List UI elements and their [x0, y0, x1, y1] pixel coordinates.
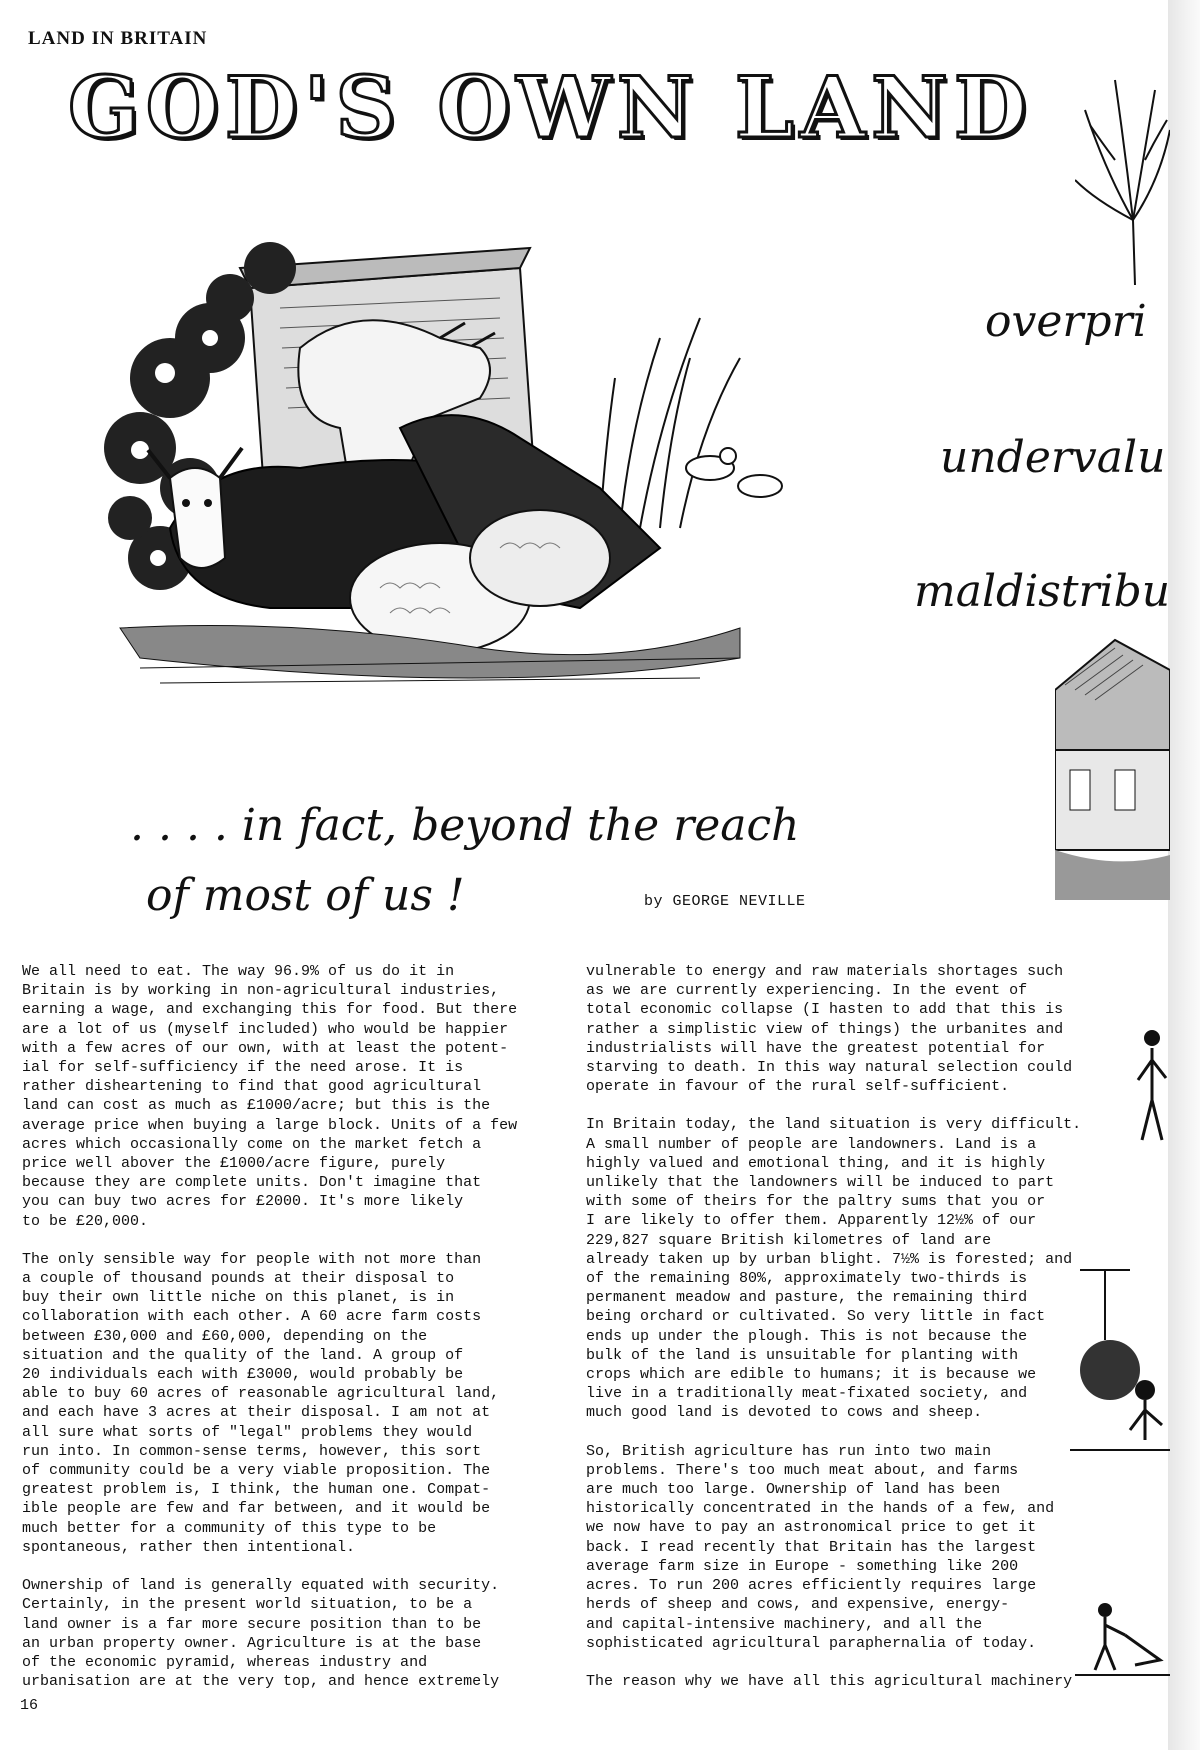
section-label: LAND IN BRITAIN [28, 28, 208, 49]
byline: by GEORGE NEVILLE [644, 893, 806, 910]
side-word-maldistributed: maldistribu [914, 566, 1171, 617]
bare-willow-tree [1075, 70, 1170, 285]
subtitle-line-1: . . . . in fact, beyond the reach [130, 800, 800, 851]
page-number: 16 [20, 1697, 39, 1714]
side-word-overpriced: overpri [985, 296, 1147, 347]
paragraph: Ownership of land is generally equated with security. Certainly, in the present world situation, to be a land owner is a far more secure position than to be an urban property owner. Agriculture is at the base of the economic pyramid, whereas industry and urbanisation are at the very top, and hence extremely [22, 1577, 500, 1691]
cattle-and-sheep-engraving [100, 228, 800, 738]
body-column-left [22, 962, 567, 1710]
page-edge-shadow [1168, 0, 1200, 1750]
thatched-cottage [1055, 630, 1170, 900]
paragraph: The reason why we have all this agricultural machinery [586, 1672, 1073, 1690]
subtitle-line-2: of most of us ! [146, 870, 465, 921]
body-column-right [586, 962, 1126, 1710]
paragraph: vulnerable to energy and raw materials shortages such as we are currently experiencing. In the event of total economic collapse (I hasten to add that this is rather a simplistic view of things) the urbanites and industrialists will have the greatest potential for starving to death. In this way natural selection could operate in favour of the rural self-sufficient. [586, 963, 1073, 1096]
paragraph: We all need to eat. The way 96.9% of us do it in Britain is by working in non-agricultural industries, earning a wage, and exchanging this for food. But there are a lot of us (myself included) who would be happier with a few acres of our own, with at least the potent- ial for self-sufficiency if the need arose. It is rather disheartening to find that good agricultural land can cost as much as £1000/acre; but this is the average price when buying a large block. Units of a few acres which occasionally come on the market fetch a price well abover the £1000/acre figure, purely because they are complete units. Don't imagine that you can buy two acres for £2000. It's more likely to be £20,000. [22, 963, 518, 1230]
side-word-undervalued: undervalu [940, 432, 1166, 483]
page-title: GOD'S OWN LAND [68, 58, 1033, 157]
paragraph: In Britain today, the land situation is very difficult. A small number of people are landowners. Land is a highly valued and emotional thing, and it is highly unlikely that the landowners will be induced to part with some of theirs for the paltry sums that you or I are likely to offer them. Apparently 12½% of our 229,827 square British kilometres of land are already taken up by urban blight. 7½% is forested; and of the remaining 80%, approximately two-thirds is permanent meadow and pasture, the remaining third being orchard or cultivated. So very little in fact ends up under the plough. This is not because the bulk of the land is unsuitable for planting with crops which are edible to humans; it is because we live in a traditionally meat-fixated society, and much good land is devoted to cows and sheep. [586, 1116, 1082, 1422]
paragraph: The only sensible way for people with not more than a couple of thousand pounds at their disposal to buy their own little niche on this planet, is in collaboration with each other. A 60 acre farm costs between £30,000 and £60,000, depending on the situation and the quality of the land. A group of 20 individuals each with £3000, would probably be able to buy 60 acres of reasonable agricultural land, and each have 3 acres at their disposal. I am not at all sure what sorts of "legal" problems they would run into. In common-sense terms, however, this sort of community could be a very viable proposition. The greatest problem is, I think, the human one. Compat- ible people are few and far between, and it would be much better for a community of this type to be spontaneous, rather then intentional. [22, 1250, 500, 1556]
figure-with-tools [1130, 1020, 1170, 1150]
paragraph: So, British agriculture has run into two main problems. There's too much meat about, and farms are much too large. Ownership of land has been historically concentrated in the hands of a few, and we now have to pay an astronomical price to get it back. I read recently that Britain has the largest average farm size in Europe - something like 200 acres. To run 200 acres efficiently requires large herds of sheep and cows, and expensive, energy- and capital-intensive machinery, and all the sophisticated agricultural paraphernalia of today. [586, 1442, 1055, 1652]
